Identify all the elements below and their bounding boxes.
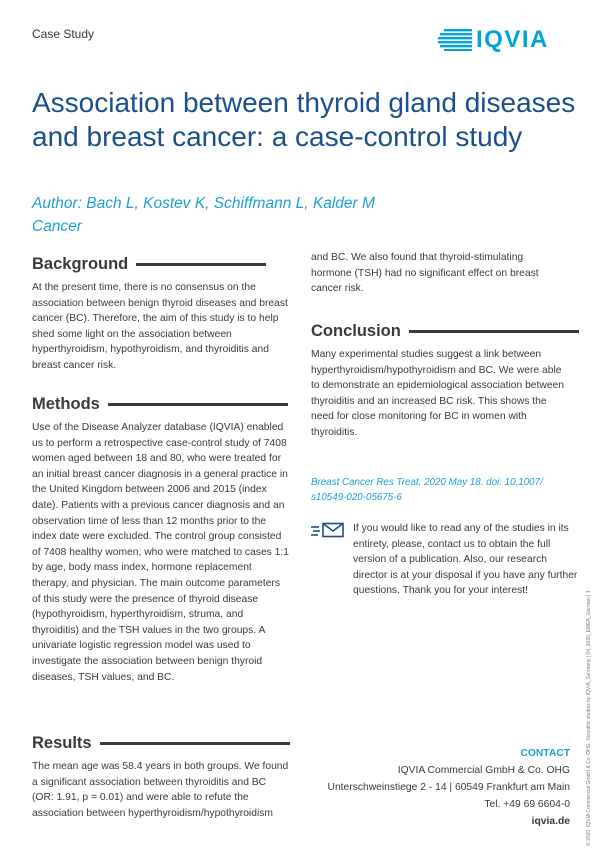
contact-block: [328, 745, 570, 830]
methods-heading-text: Methods: [32, 395, 100, 413]
heading-rule: [136, 263, 266, 266]
logo-wordmark: IQVIA: [476, 26, 549, 53]
citation-link[interactable]: Breast Cancer Res Treat. 2020 May 18. doi: 10.1007/ s10549-020-05675-6: [311, 477, 543, 503]
results-heading: [32, 734, 290, 753]
results-text: The mean age was 58.4 years in both groups. We found a significant association between thyroiditis and BC (OR: 1.91, p = 0.01) and were able to refute the association between hyperthyroidism/hypothyroidism: [32, 761, 289, 819]
background-heading-text: Background: [32, 255, 129, 273]
methods-text: Use of the Disease Analyzer database (IQVIA) enabled us to perform a retrospective case-control study of 7408 women aged between 18 and 80, who were treated for an initial breast cancer diagnosis in a general practice in the United Kingdom between 2006 and 2015 (index date). Patients with a previous cancer diagnosis and an observation time of less than 12 months prior to the index date were excluded. The control group consisted of 7408 healthy women, who were matched to cases 1:1 by age, body mass index, hormone replacement therapy, and physician. The main outcome parameters of this study were the presence of thyroid disease (hypothyroidism, hyperthyroidism, struma, and thyroiditis) and the TSH values in the two groups. A univariate logistic regression model was used to investigate the association between benign thyroid diseases, TSH values, and BC.: [32, 422, 289, 683]
page-title: Association between thyroid gland diseases and breast cancer: a case-control study: [32, 87, 576, 152]
document-type-label: Case Study: [32, 27, 95, 41]
results-heading-text: Results: [32, 734, 92, 752]
conclusion-heading-text: Conclusion: [311, 322, 401, 340]
contact-phone: Tel. +49 69 6604-0: [484, 799, 570, 810]
conclusion-heading: [311, 322, 579, 341]
results-text-continued: and BC. We also found that thyroid-stimulating hormone (TSH) had no significant effect on breast cancer risk.: [311, 252, 539, 295]
iqvia-logo: [438, 26, 572, 54]
journal-name: Cancer: [32, 218, 82, 235]
contact-company: IQVIA Commercial GmbH & Co. OHG: [397, 765, 570, 776]
authors-line: Author: Bach L, Kostev K, Schiffmann L, Kalder M: [32, 195, 375, 212]
heading-rule: [409, 330, 579, 333]
methods-heading: [32, 395, 288, 414]
logo-bars-icon: [438, 29, 472, 51]
heading-rule: [100, 742, 290, 745]
contact-label: CONTACT: [520, 748, 570, 759]
heading-rule: [108, 403, 288, 406]
conclusion-text: Many experimental studies suggest a link between hyperthyroidism/hypothyroidism and BC. We were able to demonstrate an epidemiological association between thyroiditis and an increased BC risk. This shows the need for close monitoring for BC in women with thyroiditis.: [311, 349, 565, 438]
mail-icon: [311, 522, 345, 538]
copyright-sidebar: © 2020. IQVIA Commercial GmbH & Co. OHG. Scientific studies by IQVIA_Germany | 04_2020_EMEA_German | 1: [586, 590, 592, 846]
contact-note-text: If you would like to read any of the studies in its entirety, please, contact us to obtain the full version of a publication. Also, our research director is at your disposal if you have any further questions. Thank you for your interest!: [353, 523, 578, 597]
background-text: At the present time, there is no consensus on the association between benign thyroid diseases and breast cancer (BC). Therefore, the aim of this study is to help shed some light on the association between hyperthyroidism, hypothyroidism, and thyroiditis and breast cancer risk.: [32, 282, 288, 371]
contact-website-link[interactable]: iqvia.de: [531, 816, 570, 827]
contact-address: Unterschweinstiege 2 - 14 | 60549 Frankfurt am Main: [327, 782, 570, 793]
background-heading: [32, 255, 266, 274]
